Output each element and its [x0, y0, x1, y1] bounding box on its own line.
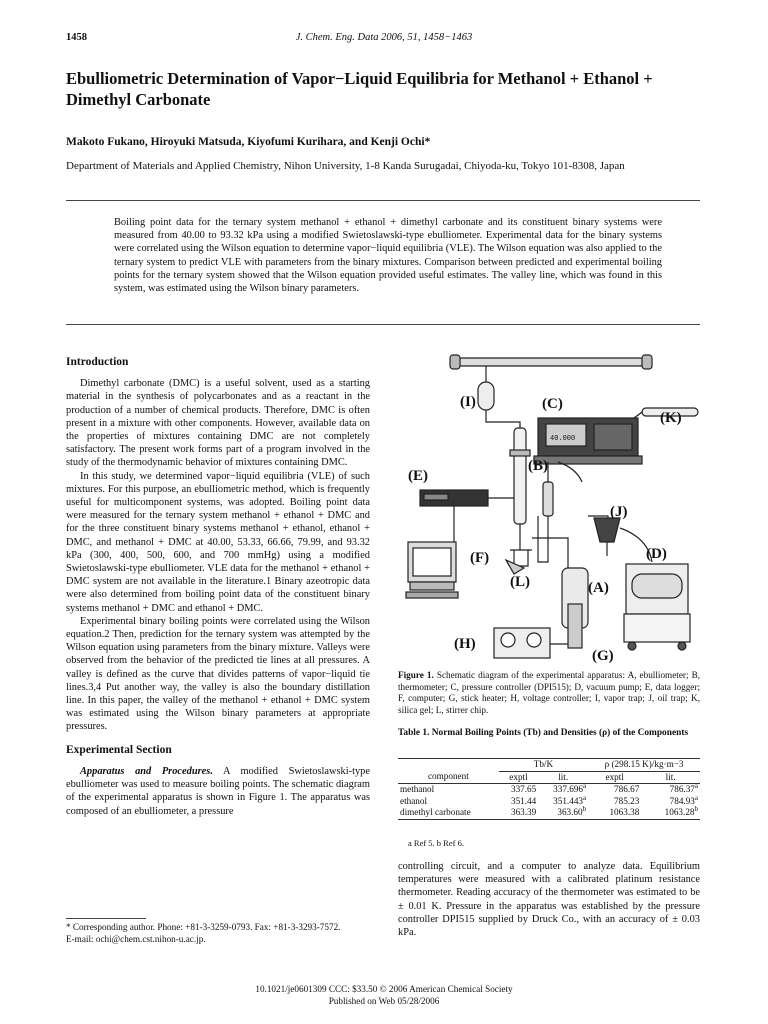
header-component: component	[398, 771, 499, 784]
introduction-heading: Introduction	[66, 356, 129, 368]
footnote-rule	[66, 918, 146, 919]
header-rho-lit: lit.	[641, 771, 700, 784]
trap-to-condenser-line	[486, 410, 520, 428]
affiliation: Department of Materials and Applied Chemistry, Nihon University, 1-8 Kanda Surugadai, Chiyoda-ku, Tokyo 101-8308, Japan	[66, 160, 625, 172]
page-number: 1458	[66, 32, 87, 43]
abstract-top-rule	[66, 200, 700, 201]
vapor-trap	[478, 382, 494, 410]
table-row	[398, 784, 700, 796]
experimental-heading: Experimental Section	[66, 743, 172, 756]
cell-tb-lit: 363.60$^b$	[538, 807, 588, 819]
intro-paragraph-1: Dimethyl carbonate (DMC) is a useful solvent, used as a starting material in the synthesis of polycarbonates and as a reactant in the production of a number of chemical products. Therefore, DMC is often present in a mixture with other components. However, available data on the properties of mixtures containing DMC are not completely satisfactory. The present work forms part of a program involved in the study of the thermodynamic behavior of mixtures containing DMC.	[66, 378, 370, 469]
apparatus-schematic	[398, 352, 704, 668]
experimental-paragraph-1	[66, 765, 370, 818]
computer-keyboard	[406, 592, 458, 598]
cell-rho-exptl: 1063.38	[588, 807, 641, 819]
experimental-continued: controlling circuit, and a computer to analyze data. Equilibrium temperatures were measured with a calibrated platinum resistance thermometer. Reading accuracy of the thermometer was estimated to be ± 0.01 K. Pressure in the apparatus was established by the pressure controller DPI515 supplied by Druck Co., with an accuracy of ± 0.03 kPa.	[398, 861, 700, 939]
label-d: (D)	[646, 546, 667, 562]
corresponding-author-footnote	[66, 922, 370, 945]
pump-motor	[632, 574, 682, 598]
vacuum-manifold	[458, 358, 644, 366]
abstract: Boiling point data for the ternary system methanol + ethanol + dimethyl carbonate and its constituent binary systems were measured from 40.00 to 93.32 kPa using a modified Swietoslawski-type ebulliometer. Experimental data for the binary systems were correlated using the Wilson equation to determine vapor−liquid equilibria (VLE). The Wilson equation was also applied to the ternary system to predict VLE with parameters from the binary mixtures. Comparison between predicted and experimental boiling points for the ternary system showed that the Wilson equation provided useful estimates. The valley line, which was found in this system, was estimated using the Wilson binary parameters.	[114, 217, 662, 295]
boiling-points-table	[398, 758, 700, 820]
cell-rho-lit: 786.37$^a$	[669, 781, 698, 794]
label-j: (J)	[610, 504, 628, 520]
label-k: (K)	[660, 410, 682, 426]
table-row	[398, 796, 700, 808]
computer-base	[410, 582, 454, 590]
controller-keypad	[594, 424, 632, 450]
table-row	[398, 807, 700, 819]
cell-rho-exptl: 785.23	[614, 795, 640, 806]
condenser-column	[514, 428, 526, 524]
thermometer	[543, 482, 553, 516]
paper-title: Ebulliometric Determination of Vapor−Liquid Equilibria for Methanol + Ethanol + Dimethyl Carbonate	[66, 69, 653, 109]
label-i: (I)	[460, 394, 476, 410]
cell-tb-lit: 351.443$^a$	[553, 793, 587, 806]
stick-heater	[568, 604, 582, 648]
stirrer-chip	[506, 560, 524, 574]
voltage-dial-right	[527, 633, 541, 647]
cell-component: methanol	[400, 784, 435, 794]
pump-wheel-left	[628, 642, 636, 650]
controller-base	[534, 456, 642, 464]
computer-screen	[413, 548, 451, 576]
figure-caption	[398, 670, 700, 716]
intro-paragraph-3: Experimental binary boiling points were correlated using the Wilson equation.2 Then, prediction for the ternary system was attempted by the Wilson equation using parameters from the binary mixture. Valleys were observed from the behavior of the predicted tie lines at all pressures. A valley is defined as the curve that divides patterns of vapor−liquid tie lines.3,4 Put another way, the valley is also the boundary distillation line. In this paper, the valley of the methanol + ethanol + DMC system was estimated using the Wilson binary parameters at appropriate pressures.	[66, 615, 370, 733]
header-tb-exptl: exptl	[499, 771, 538, 784]
pump-cart	[624, 614, 690, 642]
footnote-email: E-mail: ochi@chem.cst.nihon-u.ac.jp.	[66, 933, 206, 944]
left-column	[66, 356, 370, 818]
manifold-cap-left	[450, 355, 460, 369]
condenser-collar	[510, 450, 530, 456]
author-list: Makoto Fukano, Hiroyuki Matsuda, Kiyofumi Kurihara, and Kenji Ochi*	[66, 136, 431, 148]
label-g: (G)	[592, 648, 614, 664]
cell-tb-exptl: 337.65	[510, 784, 537, 794]
page-footer	[0, 984, 768, 1007]
label-e: (E)	[408, 468, 428, 484]
abstract-bottom-rule	[66, 324, 700, 325]
oil-trap	[594, 518, 620, 542]
logger-display	[424, 494, 448, 500]
apparatus-runin: Apparatus and Procedures.	[80, 765, 213, 777]
tb-group-header: Tb/K	[499, 759, 588, 772]
cell-component: dimethyl carbonate	[398, 807, 499, 819]
footnote-phone: * Corresponding author. Phone: +81-3-3259-0793. Fax: +81-3-3293-7572.	[66, 922, 341, 932]
label-h: (H)	[454, 636, 476, 652]
experimental-text: A modified Swietoslawski-type ebulliometer was used to measure boiling points. The schematic diagram of the experimental apparatus is shown in Figure 1. The apparatus was composed of an ebulliometer, a pressure	[66, 765, 370, 817]
cell-tb-lit: 337.696$^a$	[553, 781, 587, 794]
pump-wheel-right	[678, 642, 686, 650]
figure-caption-text: Schematic diagram of the experimental apparatus: A, ebulliometer; B, thermometer; C, pressure controller (DPI515); D, vacuum pump; E, data logger; F, computer; G, stick heater; H, voltage controller; I, vapor trap; J, oil trap; K, silica gel; L, stirrer chip.	[398, 670, 700, 715]
label-a: (A)	[588, 580, 609, 596]
cell-rho-lit: 784.93$^a$	[669, 793, 698, 806]
voltage-dial-left	[501, 633, 515, 647]
rho-group-header: ρ (298.15 K)/kg·m−3	[588, 759, 700, 772]
figure-caption-label: Figure 1.	[398, 670, 434, 680]
cell-tb-exptl: 363.39	[499, 807, 538, 819]
intro-paragraph-2: In this study, we determined vapor−liquid equilibria (VLE) of such mixtures. For this purpose, an ebulliometric method, which is frequently useful for multicomponent systems, was adopted. Boiling point data were measured for the ternary system methanol + ethanol + DMC and for the three constituent binary systems methanol + ethanol, ethanol + DMC, and methanol + DMC at 40.00, 53.33, 66.66, 79.99, and 93.32 kPa (300, 400, 500, 600, and 700 mmHg) using a modified Swietoslawski-type ebulliometer. VLE data for the methanol + ethanol + DMC system are not available in the literature.1 Binary azeotropic data were also determined from boiling point data of the constituent binary systems methanol + DMC and ethanol + DMC.	[66, 470, 370, 614]
doi-line: 10.1021/je0601309 CCC: $33.50 © 2006 American Chemical Society	[255, 984, 513, 994]
controller-readout: 40.000	[550, 435, 576, 443]
table-footnotes: a Ref 5. b Ref 6.	[408, 838, 464, 848]
cell-rho-exptl: 786.67	[614, 784, 640, 794]
published-line: Published on Web 05/28/2006	[328, 995, 440, 1006]
ebulliometer-inner	[538, 516, 548, 562]
ebulliometer-neck	[510, 524, 532, 566]
right-column	[398, 860, 700, 939]
label-c: (C)	[542, 396, 563, 412]
label-b: (B)	[528, 458, 548, 474]
label-f: (F)	[470, 550, 490, 566]
table-caption: Table 1. Normal Boiling Points (Tb) and Densities (ρ) of the Components	[398, 728, 689, 738]
header-tb-lit: lit.	[538, 771, 588, 784]
cell-tb-exptl: 351.44	[510, 795, 537, 806]
label-l: (L)	[510, 574, 530, 590]
cell-rho-lit: 1063.28$^b$	[641, 807, 700, 819]
manifold-cap-right	[642, 355, 652, 369]
controller-line	[558, 462, 582, 482]
header-rho-exptl: exptl	[588, 771, 641, 784]
journal-reference: J. Chem. Eng. Data 2006, 51, 1458−1463	[295, 32, 473, 43]
cell-component: ethanol	[400, 795, 428, 806]
